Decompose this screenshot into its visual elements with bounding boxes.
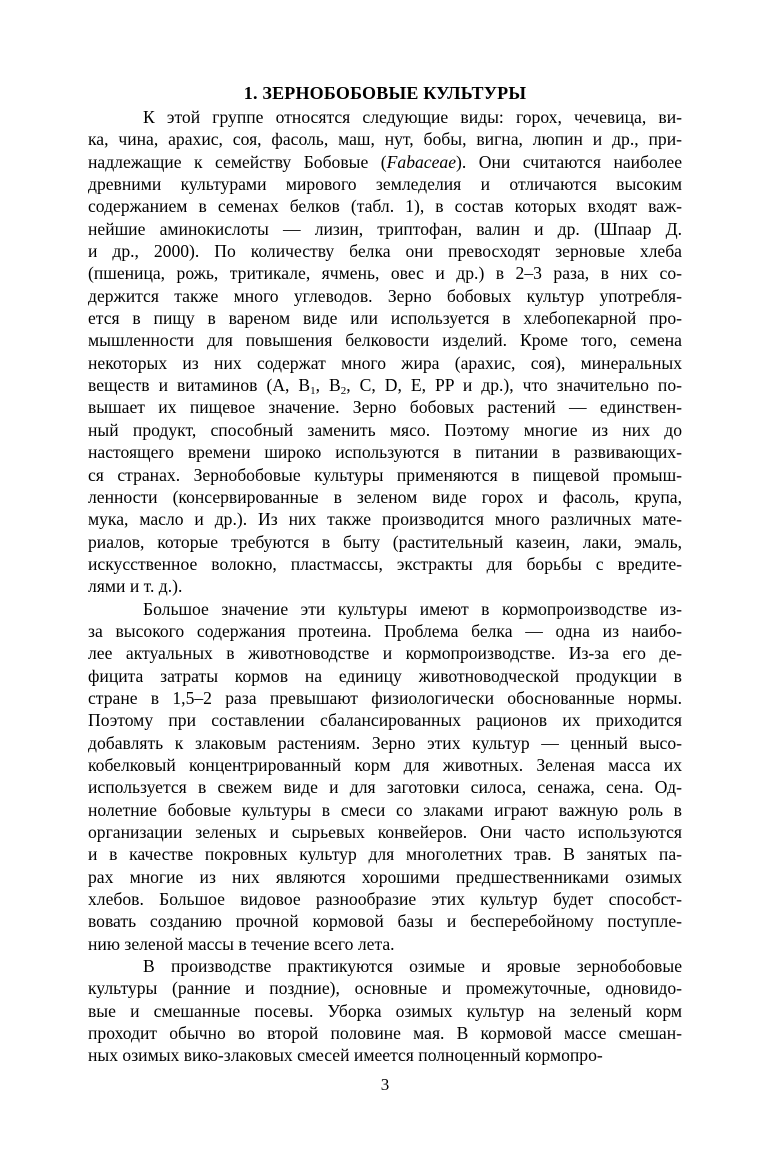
text-line: ка, чина, арахис, соя, фасоль, маш, нут, бобы, вигна, люпин и др., при- — [88, 129, 682, 150]
text-line: и др., 2000). По количеству белка они превосходят зерновые хлеба — [88, 241, 682, 262]
text-line: мышленности для повышения белковости изделий. Кроме того, семена — [88, 330, 682, 351]
text-line: лями и т. д.). — [88, 576, 183, 597]
text-line: вышает их пищевое значение. Зерно бобовых растений — единствен- — [88, 397, 682, 418]
text-line: лее актуальных в животноводстве и кормопроизводстве. Из-за его де- — [88, 643, 682, 664]
text-line: культуры (ранние и поздние), основные и промежуточные, одновидо- — [88, 978, 682, 999]
text-line: и в качестве покровных культур для многолетних трав. В занятых па- — [88, 844, 682, 865]
text-line: добавлять к злаковым растениям. Зерно этих культур — ценный высо- — [88, 732, 682, 753]
text-line: Поэтому при составлении сбалансированных рационов их приходится — [88, 710, 682, 731]
text-line: нейшие аминокислоты — лизин, триптофан, валин и др. (Шпаар Д. — [88, 218, 682, 239]
text-line: хлебов. Большое видовое разнообразие этих культур будет способст- — [88, 889, 682, 910]
text-line: вые и смешанные посевы. Уборка озимых культур на зеленый корм — [88, 1000, 682, 1021]
text-line: за высокого содержания протеина. Проблема белка — одна из наибо- — [88, 620, 682, 641]
text-line: надлежащие к семейству Бобовые (Fabaceae). Они считаются наиболее — [88, 151, 682, 172]
text-line: рах многие из них являются хорошими предшественниками озимых — [88, 866, 682, 887]
section-heading: 1. ЗЕРНОБОБОВЫЕ КУЛЬТУРЫ — [243, 83, 527, 103]
text-line: нию зеленой массы в течение всего лета. — [88, 933, 395, 954]
text-line: веществ и витаминов (A, $B_1$, $B_2$, C, D, E, PP и др.), что значительно по- — [88, 375, 682, 397]
paragraph — [88, 106, 682, 598]
text-line: содержанием в семенах белков (табл. 1), в состав которых входят важ- — [88, 196, 682, 217]
document-page — [88, 82, 682, 1067]
text-line: нолетние бобовые культуры в смеси со злаками играют важную роль в — [88, 799, 682, 820]
paragraph — [88, 598, 682, 956]
paragraph — [88, 955, 682, 1067]
text-line: риалов, которые требуются в быту (растительный казеин, лаки, эмаль, — [88, 531, 682, 552]
text-line: ный продукт, способный заменить мясо. Поэтому многие из них до — [88, 419, 682, 440]
text-line: некоторых из них содержат много жира (арахис, соя), минеральных — [88, 352, 682, 373]
text-line: держится также много углеводов. Зерно бобовых культур употребля- — [88, 285, 682, 306]
text-line: фицита затраты кормов на единицу животноводческой продукции в — [88, 665, 682, 686]
text-line: (пшеница, рожь, тритикале, ячмень, овес и др.) в 2–3 раза, в них со- — [88, 263, 682, 284]
text-line: В производстве практикуются озимые и яровые зернобобовые — [143, 956, 682, 977]
text-line: ных озимых вико-злаковых смесей имеется полноценный кормопро- — [88, 1045, 603, 1066]
text-line: К этой группе относятся следующие виды: горох, чечевица, ви- — [143, 107, 682, 127]
text-line: организации зеленых и сырьевых конвейеров. Они часто используются — [88, 822, 682, 842]
text-line: искусственное волокно, пластмассы, экстракты для борьбы с вредите- — [88, 553, 682, 574]
text-line: ленности (консервированные в зеленом виде горох и фасоль, крупа, — [88, 486, 682, 507]
text-line: настоящего времени широко используются в питании в развивающих- — [88, 442, 682, 463]
text-line: вовать созданию прочной кормовой базы и бесперебойному поступле- — [88, 911, 682, 932]
text-line: используется в свежем виде и для заготовки силоса, сенажа, сена. Од- — [88, 777, 682, 798]
text-line: Большое значение эти культуры имеют в кормопроизводстве из- — [143, 598, 682, 619]
text-line: древними культурами мирового земледелия и отличаются высоким — [88, 174, 682, 195]
body-text — [88, 106, 682, 1067]
text-line: проходит обычно во второй половине мая. В кормовой массе смешан- — [88, 1023, 682, 1044]
text-line: мука, масло и др.). Из них также производится много различных мате- — [88, 509, 682, 530]
page-number: 3 — [380, 1075, 390, 1094]
text-line: кобелковый концентрированный корм для животных. Зеленая масса их — [88, 754, 682, 775]
text-line: ется в пищу в вареном виде или используется в хлебопекарной про- — [88, 308, 682, 329]
text-line: ся странах. Зернобобовые культуры применяются в пищевой промыш- — [88, 464, 682, 485]
text-line: стране в 1,5–2 раза превышают физиологически обоснованные нормы. — [88, 687, 682, 708]
